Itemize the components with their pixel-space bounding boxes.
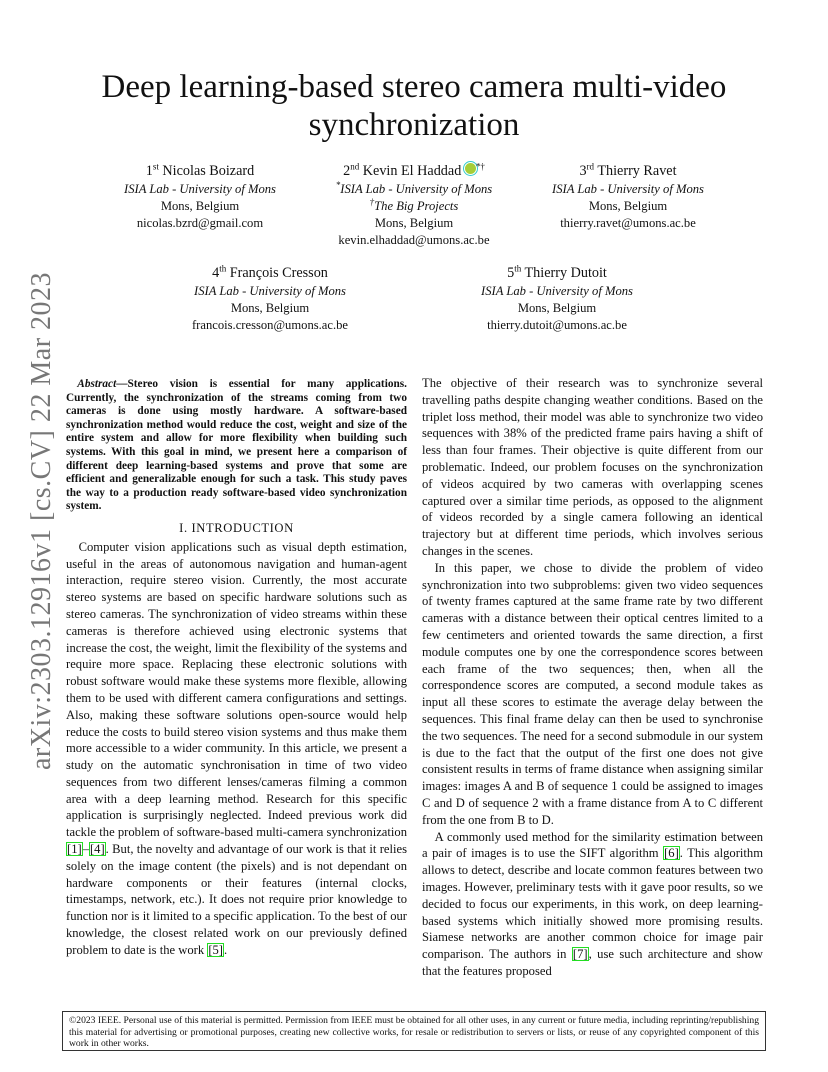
author-name: François Cresson: [229, 265, 328, 281]
citation-link-1[interactable]: [1]: [67, 842, 82, 857]
citation-link-6[interactable]: [6]: [664, 846, 679, 861]
author-name: Kevin El Haddad: [362, 163, 462, 179]
section-heading-introduction: I. INTRODUCTION: [179, 520, 294, 535]
author-block-3: 3rd Thierry Ravet ISIA Lab - University of Mons Mons, Belgium thierry.ravet@umons.ac.be: [508, 162, 748, 232]
author-location: Mons, Belgium: [230, 301, 310, 315]
author-affiliation: ISIA Lab - University of Mons: [552, 182, 704, 196]
author-block-5: 5th Thierry Dutoit ISIA Lab - University of Mons Mons, Belgium thierry.dutoit@umons.ac.be: [437, 264, 677, 334]
author-name: Nicolas Boizard: [162, 163, 255, 179]
citation-link-4[interactable]: [4]: [89, 842, 105, 857]
author-email: thierry.dutoit@umons.ac.be: [487, 318, 627, 332]
left-column: [66, 378, 407, 959]
abstract-label: Abstract: [77, 378, 117, 390]
paragraph-problem-division: In this paper, we chose to divide the problem of video synchronization into two subproblems: given two video sequences of twenty frames captured at the same frame rate by two different cameras with a distance between their optical centres limited to a few centimeters and oriented towards the same direction, a first module computes one by one the correspondence scores between each frame of the two sequences; then, when all the correspondence scores are computed, a second module takes as input all these scores to estimate the average delay between the sequences. This final frame delay can then be used to synchronise the two sequences. The need for a second submodule in our system is due to the fact that the output of the first one does not give consistent results in terms of frame distance when assigning similar images: images A and B of sequence 1 could be assigned to images C and D of sequence 2 with a frame distance from A to C different from the one from B to D.: [422, 560, 763, 827]
author-name: Thierry Ravet: [597, 163, 677, 179]
citation-link-7[interactable]: [7]: [572, 947, 588, 962]
author-affiliation: ISIA Lab - University of Mons: [481, 284, 633, 298]
author-location: Mons, Belgium: [374, 216, 454, 230]
arxiv-identifier: [20, 271, 64, 771]
abstract-text: —Stereo vision is essential for many applications. Currently, the synchronization of the streams coming from two cameras is done using mostly hardware. A software-based synchronization method would reduce the cost, weight and size of the entire system and allow for more flexibility when building such systems. With this goal in mind, we present here a comparison of different deep learning-based systems and prove that some are efficient and generalizable enough for such a task. This study paves the way to a production ready software-based video synchronization system.: [66, 378, 407, 513]
author-email: thierry.ravet@umons.ac.be: [560, 216, 696, 230]
author-block-1: 1st Nicolas Boizard ISIA Lab - University of Mons Mons, Belgium nicolas.bzrd@gmail.com: [80, 162, 320, 232]
intro-paragraph: Computer vision applications such as visual depth estimation, useful in the areas of autonomous navigation and human-agent interaction, require stereo vision. Currently, the most accurate stereo systems are based on specific hardware solutions such as stereo cameras. The synchronization of video streams within these cameras is therefore achieved using electronic systems that increase the cost, the weight, limit the flexibility of the systems and require more space. Replacing these electronic solutions with robust software would make these systems more flexible, allowing them to be used with different camera configurations and settings. Also, making these software solutions open-source would help reduce the costs to build stereo vision systems and thus make them more accessible to a wider community. In this article, we present a study on the automatic synchronisation in time of two video sequences from two different lenses/cameras filming a common area with a deep learning method. Research for this specific application is surprisingly neglected. Indeed previous work did tackle the problem of software-based multi-camera synchronization [1]–[4]. But, the novelty and advantage of our work is that it relies solely on the image content (the pixels) and is not dependant on hardware components or their features (internal clocks, timestamps, network, etc.). It does not require prior knowledge to function nor is it limited to a specific application. To the best of our knowledge, the closest related work on our previously defined problem to date is the work [5].: [66, 539, 407, 957]
right-column: [422, 375, 763, 980]
orcid-icon[interactable]: [465, 163, 476, 174]
author-block-4: 4th François Cresson ISIA Lab - University of Mons Mons, Belgium francois.cresson@umons.ac.be: [150, 264, 390, 334]
author-name: Thierry Dutoit: [524, 265, 607, 281]
author-affiliation-2: The Big Projects: [374, 199, 459, 213]
author-location: Mons, Belgium: [588, 199, 668, 213]
author-email: kevin.elhaddad@umons.ac.be: [338, 233, 490, 247]
author-affiliation: ISIA Lab - University of Mons: [340, 182, 493, 196]
citation-link-5[interactable]: [5]: [208, 942, 223, 957]
author-block-2: 2nd Kevin El Haddad *† *ISIA Lab - University of Mons †The Big Projects Mons, Belgium kevin.elhaddad@umons.ac.be: [294, 162, 534, 249]
arxiv-identifier-text: arXiv:2303.12916v1 [cs.CV] 22 Mar 2023: [26, 271, 57, 771]
abstract: [66, 378, 407, 514]
author-affiliation: ISIA Lab - University of Mons: [194, 284, 346, 298]
author-location: Mons, Belgium: [160, 199, 240, 213]
author-email: francois.cresson@umons.ac.be: [191, 318, 349, 332]
author-affiliation: ISIA Lab - University of Mons: [124, 182, 276, 196]
author-location: Mons, Belgium: [517, 301, 597, 315]
copyright-notice: ©2023 IEEE. Personal use of this material is permitted. Permission from IEEE must be obtained for all other uses, in any current or future media, including reprinting/republishing this material for advertising or promotional purposes, creating new collective works, for resale or redistribution to servers or lists, or reuse of any copyrighted component of this work in other works.: [62, 1011, 766, 1051]
paragraph-similarity-methods: A commonly used method for the similarity estimation between a pair of images is to use the SIFT algorithm [6]. This algorithm allows to detect, describe and locate common features between two images. However, preliminary tests with it gave poor results, so we decided to focus our experiments, in this work, on deep learning-based systems which initially showed more promising results. Siamese networks are another common choice for image pair comparison. The authors in [7], use such architecture and show that the features proposed: [422, 829, 763, 978]
paragraph-continued: The objective of their research was to synchronize several travelling paths despite changing weather conditions. Based on the triplet loss method, their model was able to synchronize two video sequences with 38% of the predicted frame pairs having a shift of less than four frames. Their objective is quite different from our problematic. Indeed, our problem focuses on the synchronization of videos acquired by two cameras with overlapping scenes captured over a similar time periods, as opposed to the alignment of videos recorded by a single camera following an identical trajectory but at different time periods, which involves serious changes in the scenes.: [422, 376, 763, 558]
paper-title: Deep learning-based stereo camera multi-video synchronization: [101, 69, 727, 143]
author-email: nicolas.bzrd@gmail.com: [136, 216, 264, 230]
